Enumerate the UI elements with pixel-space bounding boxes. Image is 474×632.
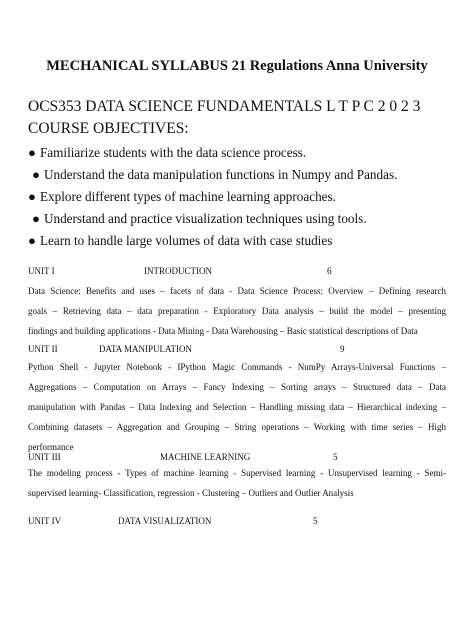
unit-description [28, 281, 446, 341]
objectives-heading: COURSE OBJECTIVES: [28, 120, 189, 137]
unit-description [28, 463, 446, 503]
description-line: goals – Retrieving data – data preparation - Exploratory Data analysis – build the model – presenting [28, 306, 446, 316]
objective-item [28, 145, 306, 161]
unit-title: DATA MANIPULATION [99, 344, 193, 354]
unit-label: UNIT II [28, 344, 58, 354]
document-title: MECHANICAL SYLLABUS 21 Regulations Anna University [46, 58, 428, 74]
description-line: Python Shell - Jupyter Notebook - IPython Magic Commands - NumPy Arrays-Universal Functions – [28, 362, 446, 372]
unit-hours: 6 [327, 266, 332, 276]
unit-hours: 5 [333, 452, 338, 462]
bullet-icon: ● [32, 167, 40, 182]
description-line: supervised learning- Classification, regression - Clustering – Outliers and Outlier Analysis [28, 488, 354, 498]
objective-text: Understand the data manipulation functions in Numpy and Pandas. [43, 167, 398, 182]
unit-title: DATA VISUALIZATION [118, 516, 212, 526]
description-line: manipulation with Pandas – Data Indexing and Selection – Handling missing data – Hierarchical indexing – [28, 402, 446, 412]
bullet-icon: ● [28, 233, 36, 248]
objective-item [32, 211, 367, 227]
unit-hours: 9 [340, 344, 345, 354]
objective-text: Familiarize students with the data science process. [39, 145, 307, 160]
objective-text: Learn to handle large volumes of data with case studies [39, 233, 333, 248]
description-line: Aggregations – Computation on Arrays – Fancy Indexing – Sorting arrays – Structured data – Data [28, 382, 446, 392]
objective-item [28, 233, 332, 249]
unit-description [28, 357, 446, 457]
description-line: performance [28, 442, 74, 452]
unit-title: INTRODUCTION [144, 266, 212, 276]
objective-text: Understand and practice visualization techniques using tools. [43, 211, 367, 226]
objective-item [32, 167, 397, 183]
description-line: Data Science: Benefits and uses – facets of data - Data Science Process: Overview – Defining research [28, 286, 446, 296]
bullet-icon: ● [28, 145, 36, 160]
objective-item [28, 189, 336, 205]
description-line: Combining datasets – Aggregation and Grouping – String operations – Working with time series – High [28, 422, 446, 432]
course-code-line: OCS353 DATA SCIENCE FUNDAMENTALS L T P C 2 0 2 3 [28, 98, 421, 115]
unit-title: MACHINE LEARNING [160, 452, 251, 462]
unit-hours: 5 [313, 516, 318, 526]
description-line: The modeling process - Types of machine learning - Supervised learning - Unsupervised learning - Semi- [28, 468, 446, 478]
objective-text: Explore different types of machine learning approaches. [39, 189, 336, 204]
unit-label: UNIT I [28, 266, 55, 276]
bullet-icon: ● [28, 189, 36, 204]
description-line: findings and building applications - Data Mining - Data Warehousing – Basic statistical descriptions of Data [28, 326, 418, 336]
unit-label: UNIT IV [28, 516, 62, 526]
bullet-icon: ● [32, 211, 40, 226]
unit-label: UNIT III [28, 452, 61, 462]
